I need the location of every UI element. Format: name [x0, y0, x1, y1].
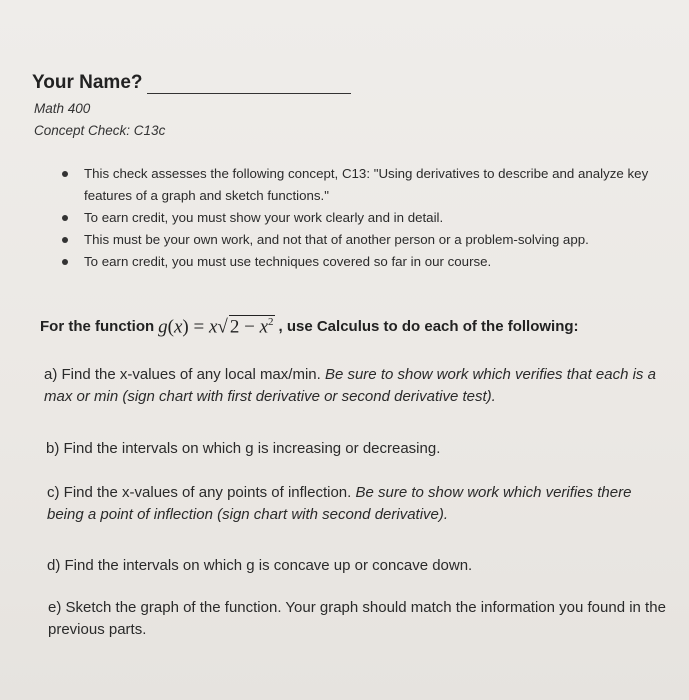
concept-check-label: Concept Check: C13c — [34, 123, 166, 138]
bullet-icon — [62, 171, 68, 177]
instructions-list — [58, 163, 658, 273]
part-b: b) Find the intervals on which g is increasing or decreasing. — [46, 440, 441, 457]
part-d: d) Find the intervals on which g is concave up or concave down. — [47, 557, 473, 574]
function-suffix: , use Calculus to do each of the following: — [278, 318, 579, 336]
course-label: Math 400 — [34, 101, 91, 116]
list-item: To earn credit, you must show your work clearly and in detail. — [58, 207, 658, 229]
function-formula: g(x) = x√ $2 - x^2$ — [158, 316, 274, 338]
list-item: This must be your own work, and not that of another person or a problem-solving app. — [58, 229, 658, 251]
bullet-icon — [62, 237, 68, 243]
list-item: This check assesses the following concept, C13: "Using derivatives to describe and analyze key features of a graph and sketch functions." — [58, 163, 658, 207]
part-c: c) Find the x-values of any points of inflection. Be sure to show work which verifies there being a point of inflection (sign chart with second derivative). — [47, 484, 632, 523]
function-prefix: For the function — [40, 318, 155, 336]
part-a: a) Find the x-values of any local max/min. Be sure to show work which verifies that each is a max or min (sign chart with first derivative or second derivative test). — [44, 366, 656, 405]
bullet-icon — [62, 259, 68, 265]
part-e: e) Sketch the graph of the function. Your graph should match the information you found in the previous parts. — [48, 599, 666, 638]
list-item: To earn credit, you must use techniques covered so far in our course. — [58, 251, 658, 273]
bullet-icon — [62, 215, 68, 221]
function-statement — [40, 315, 579, 338]
name-row — [32, 72, 351, 94]
name-blank-line — [147, 77, 351, 94]
name-label: Your Name? — [32, 72, 143, 93]
